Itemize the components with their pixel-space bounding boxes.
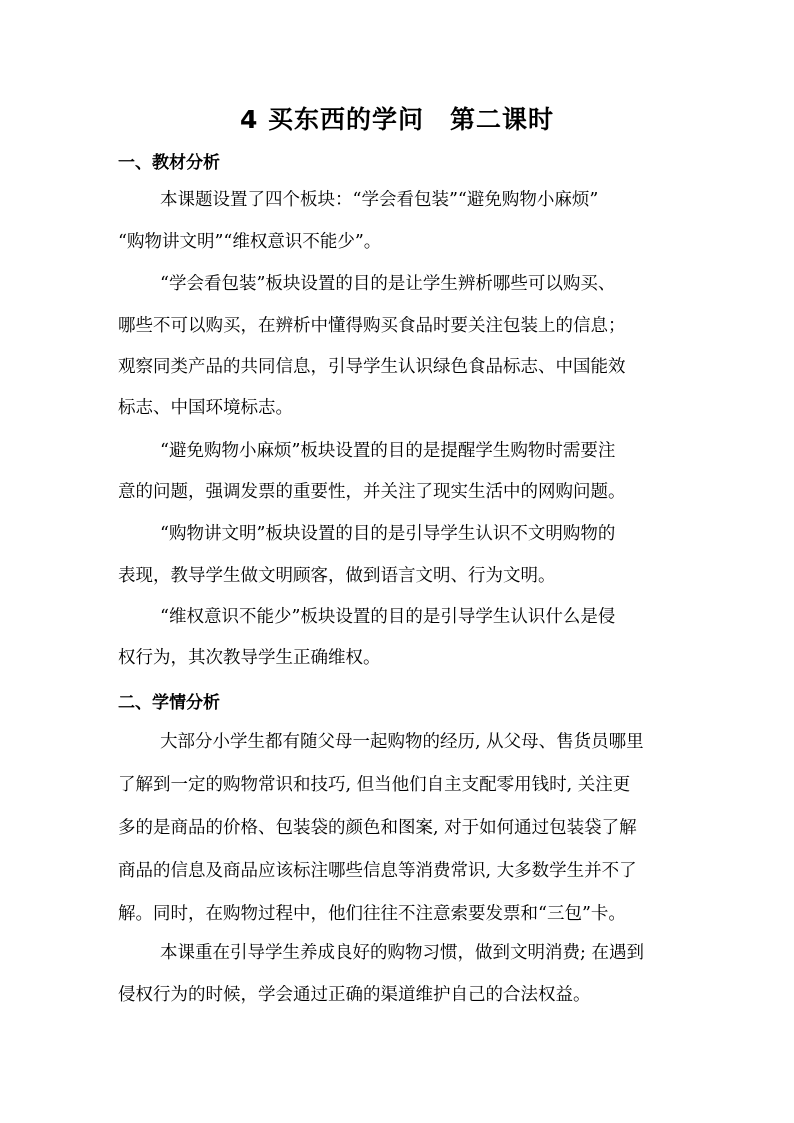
section-heading-materials: 一、教材分析 xyxy=(118,153,220,173)
paragraph-line: 标志、中国环境标志。 xyxy=(118,398,293,418)
paragraph-line: 大部分小学生都有随父母一起购物的经历, 从父母、售货员哪里 xyxy=(160,732,644,752)
paragraph-line: 侵权行为的时候，学会通过正确的渠道维护自己的合法权益。 xyxy=(118,985,591,1005)
paragraph-line: “购物讲文明”板块设置的目的是引导学生认识不文明购物的 xyxy=(160,524,616,544)
paragraph-line: 哪些不可以购买，在辨析中懂得购买食品时要关注包装上的信息； xyxy=(118,316,626,336)
page-title: 4 买东西的学问 第二课时 xyxy=(239,105,555,134)
paragraph-line: 意的问题，强调发票的重要性，并关注了现实生活中的网购问题。 xyxy=(118,482,626,502)
paragraph-line: “购物讲文明”“维权意识不能少”。 xyxy=(118,232,382,252)
paragraph-line: “避免购物小麻烦”板块设置的目的是提醒学生购物时需要注 xyxy=(160,441,616,461)
paragraph-line: 观察同类产品的共同信息，引导学生认识绿色食品标志、中国能效 xyxy=(118,357,626,377)
paragraph-line: 了解到一定的购物常识和技巧, 但当他们自主支配零用钱时, 关注更 xyxy=(118,775,631,795)
paragraph-line: 解。同时，在购物过程中，他们往往不注意索要发票和“三包”卡。 xyxy=(118,904,626,924)
paragraph-line: “维权意识不能少”板块设置的目的是引导学生认识什么是侵 xyxy=(160,607,616,627)
paragraph-line: 表现，教导学生做文明顾客，做到语言文明、行为文明。 xyxy=(118,566,556,586)
paragraph-line: 权行为，其次教导学生正确维权。 xyxy=(118,648,381,668)
paragraph-line: 本课题设置了四个板块：“学会看包装”“避免购物小麻烦” xyxy=(160,190,599,210)
section-heading-students: 二、学情分析 xyxy=(118,693,220,713)
paragraph-line: “学会看包装”板块设置的目的是让学生辨析哪些可以购买、 xyxy=(160,274,616,294)
paragraph-line: 多的是商品的价格、包装袋的颜色和图案, 对于如何通过包装袋了解 xyxy=(118,818,637,838)
paragraph-line: 本课重在引导学生养成良好的购物习惯，做到文明消费; 在遇到 xyxy=(160,943,644,963)
paragraph-line: 商品的信息及商品应该标注哪些信息等消费常识, 大多数学生并不了 xyxy=(118,861,637,881)
